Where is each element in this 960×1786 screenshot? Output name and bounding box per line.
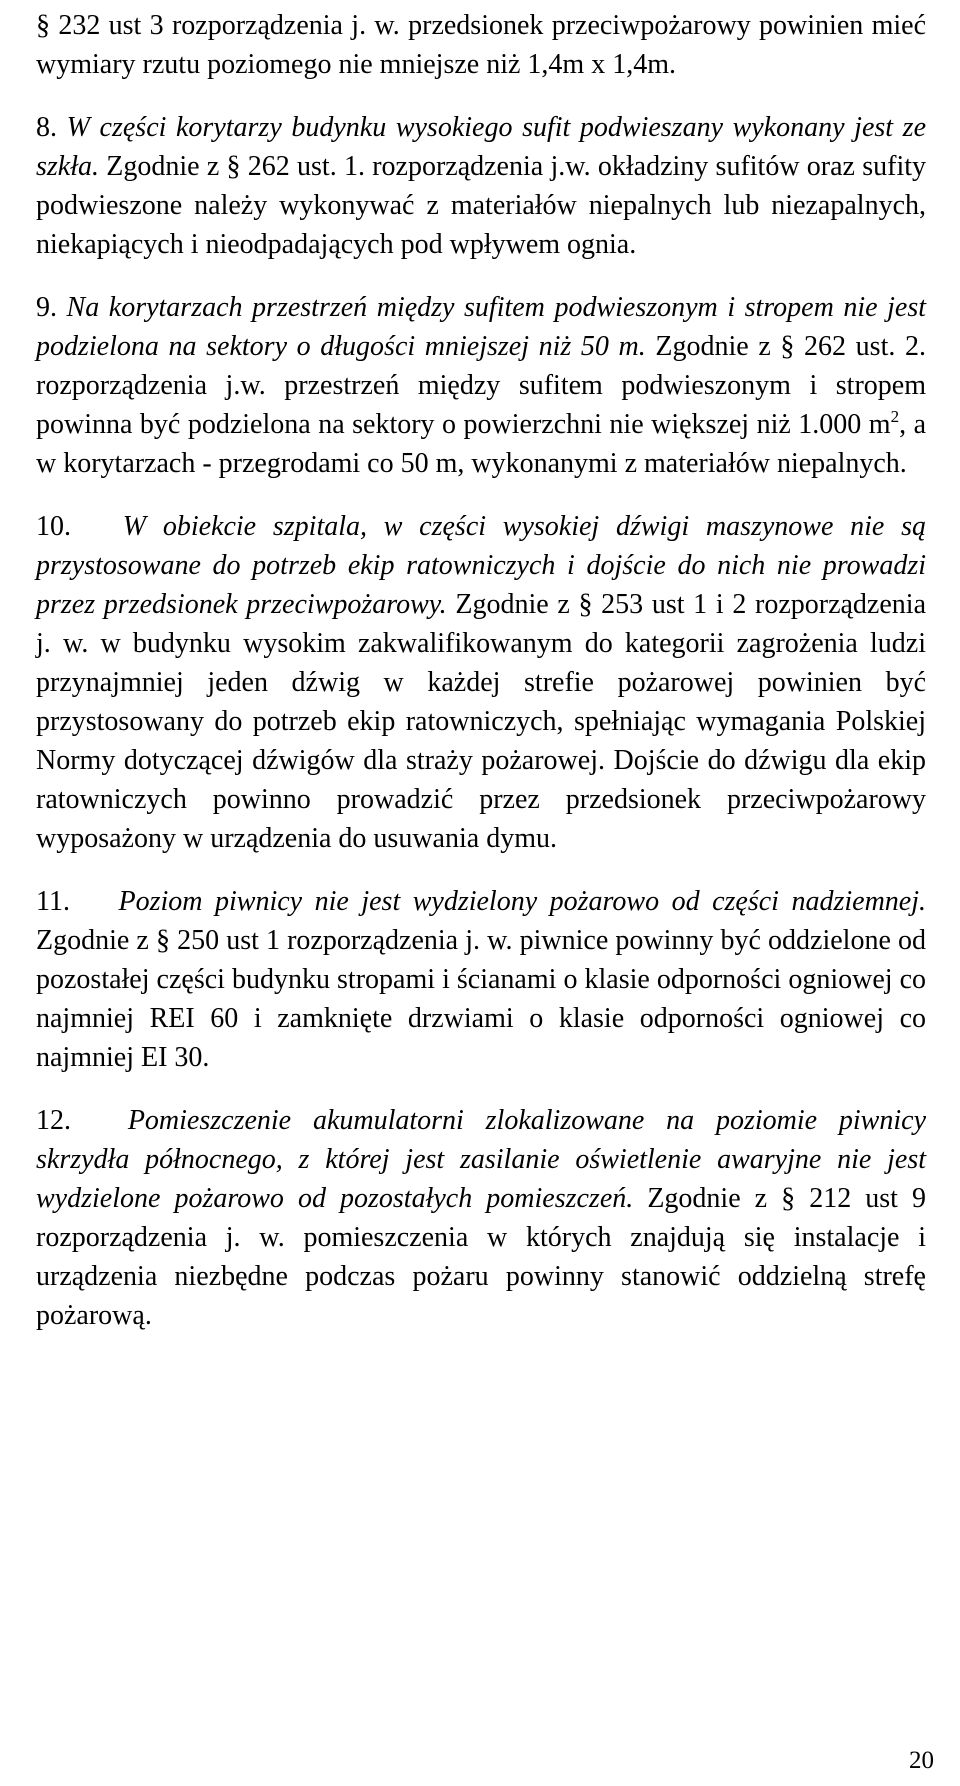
- finding-number: 11.: [36, 886, 70, 917]
- finding-regulation: Zgodnie z § 262 ust. 2. rozporządzenia j.w. przestrzeń między sufitem podwieszonym i stropem powinna być podzielona na sektory o powierzchni nie większej niż 1.000 m: [36, 331, 926, 440]
- finding-issue: W obiekcie szpitala, w części wysokiej dźwigi maszynowe nie są przystosowane do potrzeb ekip ratowniczych i dojście do nich nie prowadzi przez przedsionek przeciwpożarowy.: [36, 511, 927, 620]
- finding-number: 12.: [36, 1105, 71, 1136]
- finding-issue: Na korytarzach przestrzeń między sufitem podwieszonym i stropem nie jest podzielona na sektory o długości mniejszej niż 50 m.: [36, 292, 926, 362]
- finding-number: 8.: [36, 112, 57, 143]
- page-number: 20: [909, 1747, 934, 1774]
- finding-8: [36, 108, 926, 264]
- finding-11: [36, 882, 926, 1077]
- document-page: [36, 6, 926, 1335]
- finding-regulation: Zgodnie z § 262 ust. 1. rozporządzenia j.w. okładziny sufitów oraz sufity podwieszone należy wykonywać z materiałów niepalnych lub niezapalnych, niekapiących i nieodpadających pod wpływem ognia.: [36, 151, 927, 260]
- finding-regulation: Zgodnie z § 253 ust 1 i 2 rozporządzenia j. w. w budynku wysokim zakwalifikowanym do kategorii zagrożenia ludzi przynajmniej jeden dźwig w każdej strefie pożarowej powinien być przystosowany do potrzeb ekip ratowniczych, spełniając wymagania Polskiej Normy dotyczącej dźwigów dla straży pożarowej. Dojście do dźwigu dla ekip ratowniczych powinno prowadzić przez przedsionek przeciwpożarowy wyposażony w urządzenia do usuwania dymu.: [36, 589, 926, 854]
- superscript-exponent: 2: [890, 407, 900, 426]
- finding-9: [36, 288, 926, 483]
- finding-issue: Pomieszczenie akumulatorni zlokalizowane na poziomie piwnicy skrzydła północnego, z której jest zasilanie oświetlenie awaryjne nie jest wydzielone pożarowo od pozostałych pomieszczeń.: [36, 1105, 926, 1214]
- finding-regulation-continued: , a w korytarzach - przegrodami co 50 m, wykonanymi z materiałów niepalnych.: [36, 409, 927, 479]
- finding-issue: Poziom piwnicy nie jest wydzielony pożarowo od części nadziemnej.: [118, 886, 926, 917]
- finding-10: [36, 507, 926, 858]
- finding-issue: W części korytarzy budynku wysokiego sufit podwieszany wykonany jest ze szkła.: [36, 112, 926, 182]
- finding-number: 9.: [36, 292, 57, 323]
- finding-regulation: Zgodnie z § 212 ust 9 rozporządzenia j. w. pomieszczenia w których znajdują się instalacje i urządzenia niezbędne podczas pożaru powinny stanowić oddzielną strefę pożarową.: [36, 1183, 926, 1331]
- finding-regulation: Zgodnie z § 250 ust 1 rozporządzenia j. w. piwnice powinny być oddzielone od pozostałej części budynku stropami i ścianami o klasie odporności ogniowej co najmniej REI 60 i zamknięte drzwiami o klasie odporności ogniowej co najmniej EI 30.: [36, 925, 926, 1073]
- finding-12: [36, 1101, 926, 1335]
- paragraph-text: § 232 ust 3 rozporządzenia j. w. przedsionek przeciwpożarowy powinien mieć wymiary rzutu poziomego nie mniejsze niż 1,4m x 1,4m.: [36, 10, 926, 80]
- paragraph-continuation: [36, 6, 926, 84]
- finding-number: 10.: [36, 511, 71, 542]
